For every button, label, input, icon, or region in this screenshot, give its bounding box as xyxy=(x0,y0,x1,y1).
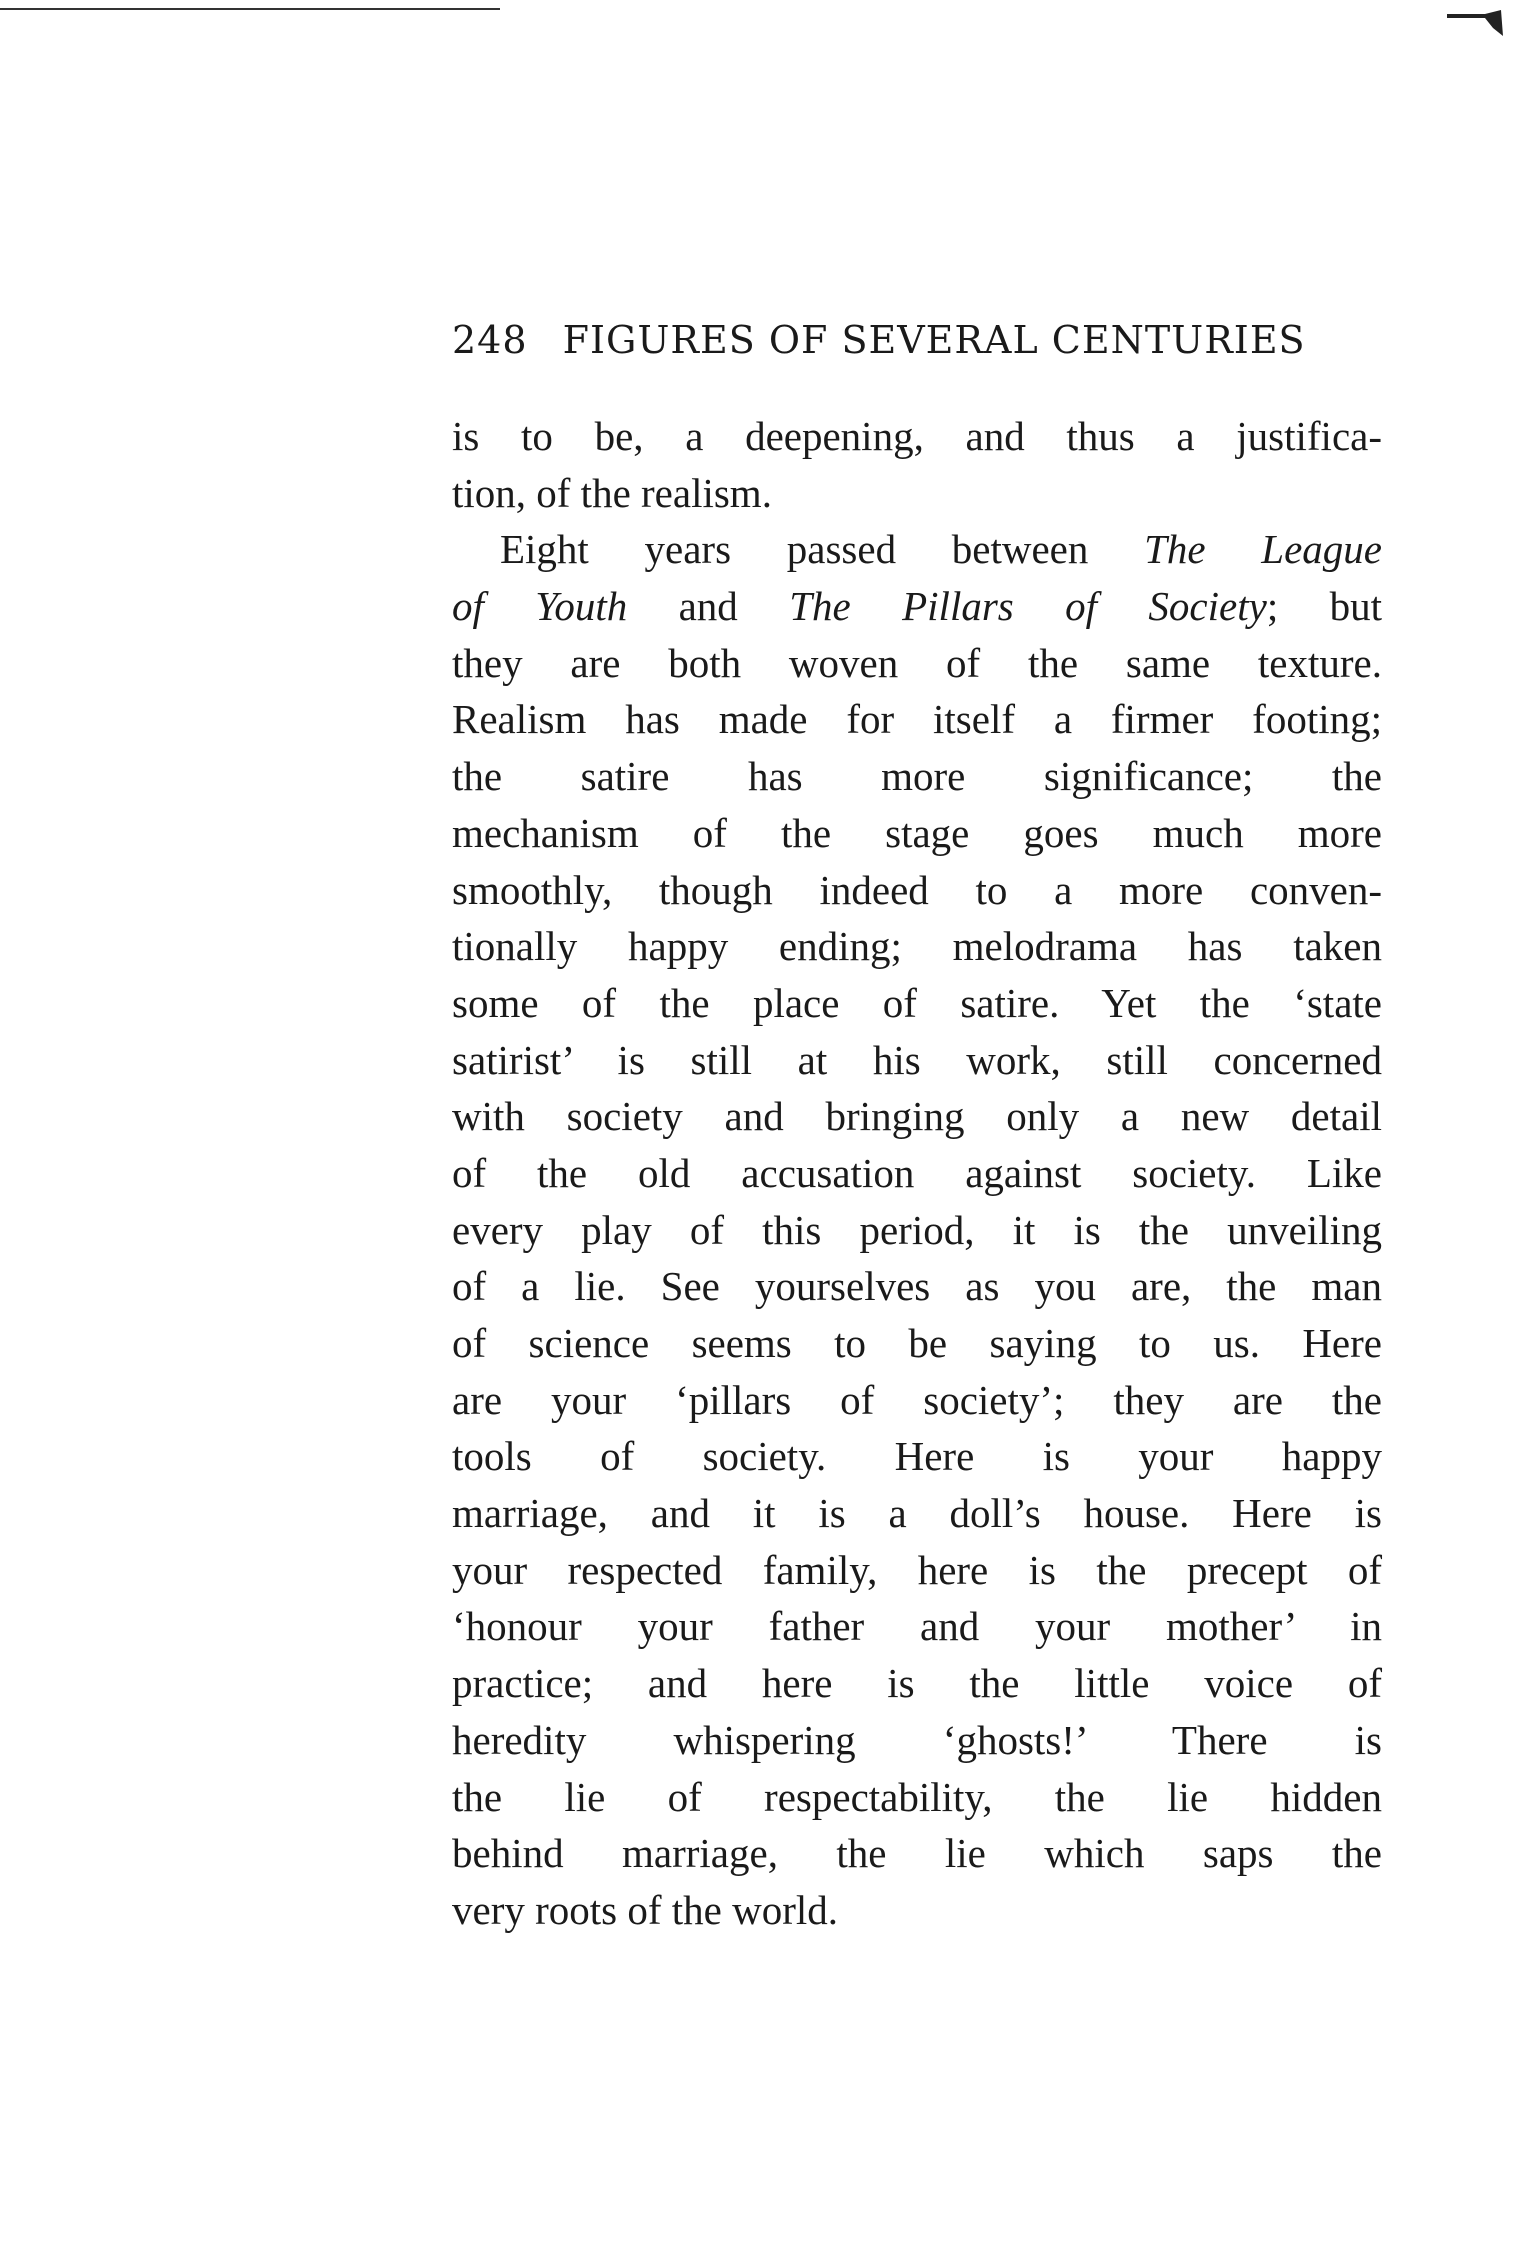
text-line: heredity whispering ‘ghosts!’ There is xyxy=(452,1716,1382,1763)
text-line-with-italic: of Youth and The Pillars of Society; but xyxy=(452,583,1382,630)
italic-title: The Pillars of Society xyxy=(789,583,1267,630)
italic-title: The League xyxy=(1144,526,1383,573)
text-line: your respected family, here is the precept of xyxy=(452,1546,1382,1593)
text-line: ‘honour your father and your mother’ in xyxy=(452,1603,1382,1650)
text-line: is to be, a deepening, and thus a justifica- xyxy=(452,413,1382,459)
text-line: of science seems to be saying to us. Here xyxy=(452,1320,1382,1366)
body-text xyxy=(452,408,1382,1939)
text-line: smoothly, though indeed to a more conven- xyxy=(452,866,1382,913)
text-line: with society and bringing only a new detail xyxy=(452,1093,1382,1140)
top-scan-rule xyxy=(0,8,500,10)
text-line: tion, of the realism. xyxy=(452,469,772,516)
text-line: are your ‘pillars of society’; they are the xyxy=(452,1376,1382,1423)
text-line: they are both woven of the same texture. xyxy=(452,639,1382,686)
text-line: some of the place of satire. Yet the ‘state xyxy=(452,979,1382,1026)
text-line: of the old accusation against society. Like xyxy=(452,1149,1382,1196)
text-line-with-italic: Eight years passed between The League xyxy=(500,526,1383,573)
running-header xyxy=(452,318,1382,362)
text-line: tools of society. Here is your happy xyxy=(452,1433,1382,1480)
text-line: satirist’ is still at his work, still concerned xyxy=(452,1036,1382,1083)
text-line: the lie of respectability, the lie hidden xyxy=(452,1773,1382,1820)
text-line: every play of this period, it is the unveiling xyxy=(452,1206,1382,1253)
text-line: tionally happy ending; melodrama has taken xyxy=(452,923,1382,970)
text-line: very roots of the world. xyxy=(452,1886,838,1933)
italic-title: of Youth xyxy=(452,583,628,630)
running-title: FIGURES OF SEVERAL CENTURIES xyxy=(562,318,1306,362)
text-line: Realism has made for itself a firmer footing; xyxy=(452,696,1382,743)
text-line: of a lie. See yourselves as you are, the man xyxy=(452,1263,1382,1310)
text-line: marriage, and it is a doll’s house. Here is xyxy=(452,1490,1382,1537)
text-line: behind marriage, the lie which saps the xyxy=(452,1830,1382,1877)
page-number: 248 xyxy=(452,318,528,362)
text-line: mechanism of the stage goes much more xyxy=(452,809,1382,856)
text-line: practice; and here is the little voice of xyxy=(452,1660,1382,1707)
corner-scan-mark xyxy=(1445,8,1505,38)
text-line: the satire has more significance; the xyxy=(452,753,1382,800)
